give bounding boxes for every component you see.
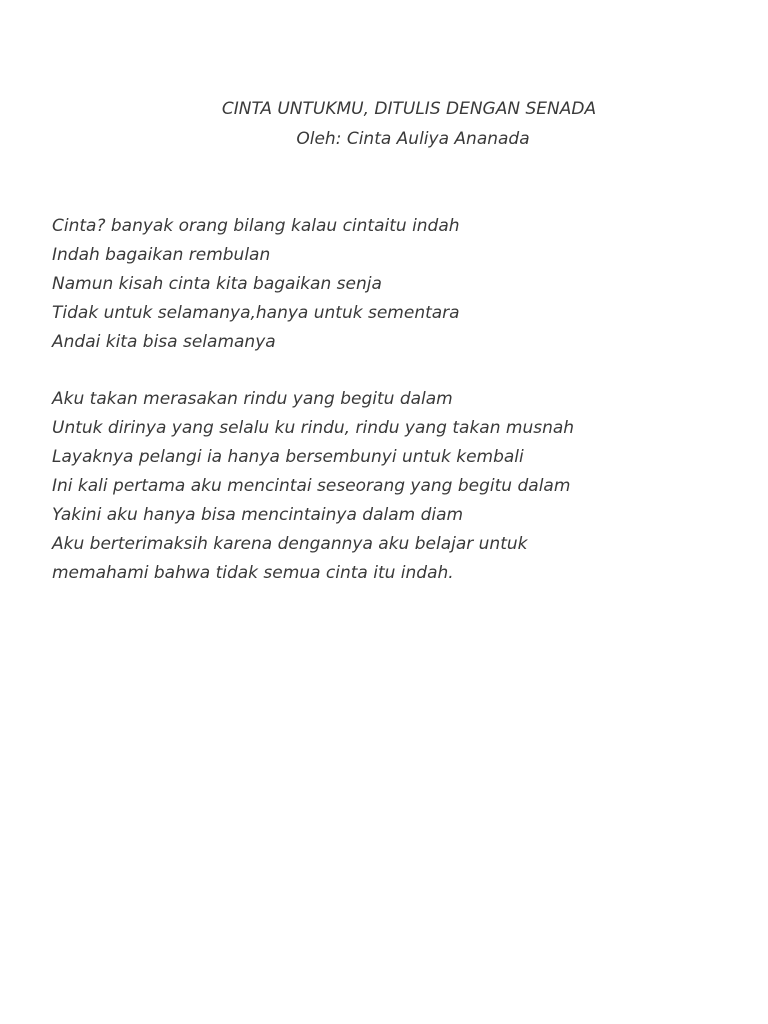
poem-line: Aku berterimaksih karena dengannya aku belajar untuk <box>52 534 528 554</box>
stanza-1 <box>52 212 732 357</box>
poem-line: Ini kali pertama aku mencintai seseorang yang begitu dalam <box>52 476 571 496</box>
poem-line: Indah bagaikan rembulan <box>52 245 271 265</box>
poem-line: memahami bahwa tidak semua cinta itu indah. <box>52 563 454 583</box>
poem-line: Cinta? banyak orang bilang kalau cintaitu indah <box>52 216 460 236</box>
stanza-2 <box>52 385 732 588</box>
poem-line: Aku takan merasakan rindu yang begitu dalam <box>52 389 453 409</box>
poem-line: Namun kisah cinta kita bagaikan senja <box>52 274 382 294</box>
poem-line: Tidak untuk selamanya,hanya untuk sementara <box>52 303 460 323</box>
poem-line: Layaknya pelangi ia hanya bersembunyi untuk kembali <box>52 447 524 467</box>
poem-title: CINTA UNTUKMU, DITULIS DENGAN SENADA <box>221 99 597 119</box>
author-line: Oleh: Cinta Auliya Ananada <box>296 129 530 149</box>
poem-line: Yakini aku hanya bisa mencintainya dalam diam <box>52 505 464 525</box>
poem-line: Untuk dirinya yang selalu ku rindu, rindu yang takan musnah <box>52 418 575 438</box>
poem-line: Andai kita bisa selamanya <box>52 332 276 352</box>
